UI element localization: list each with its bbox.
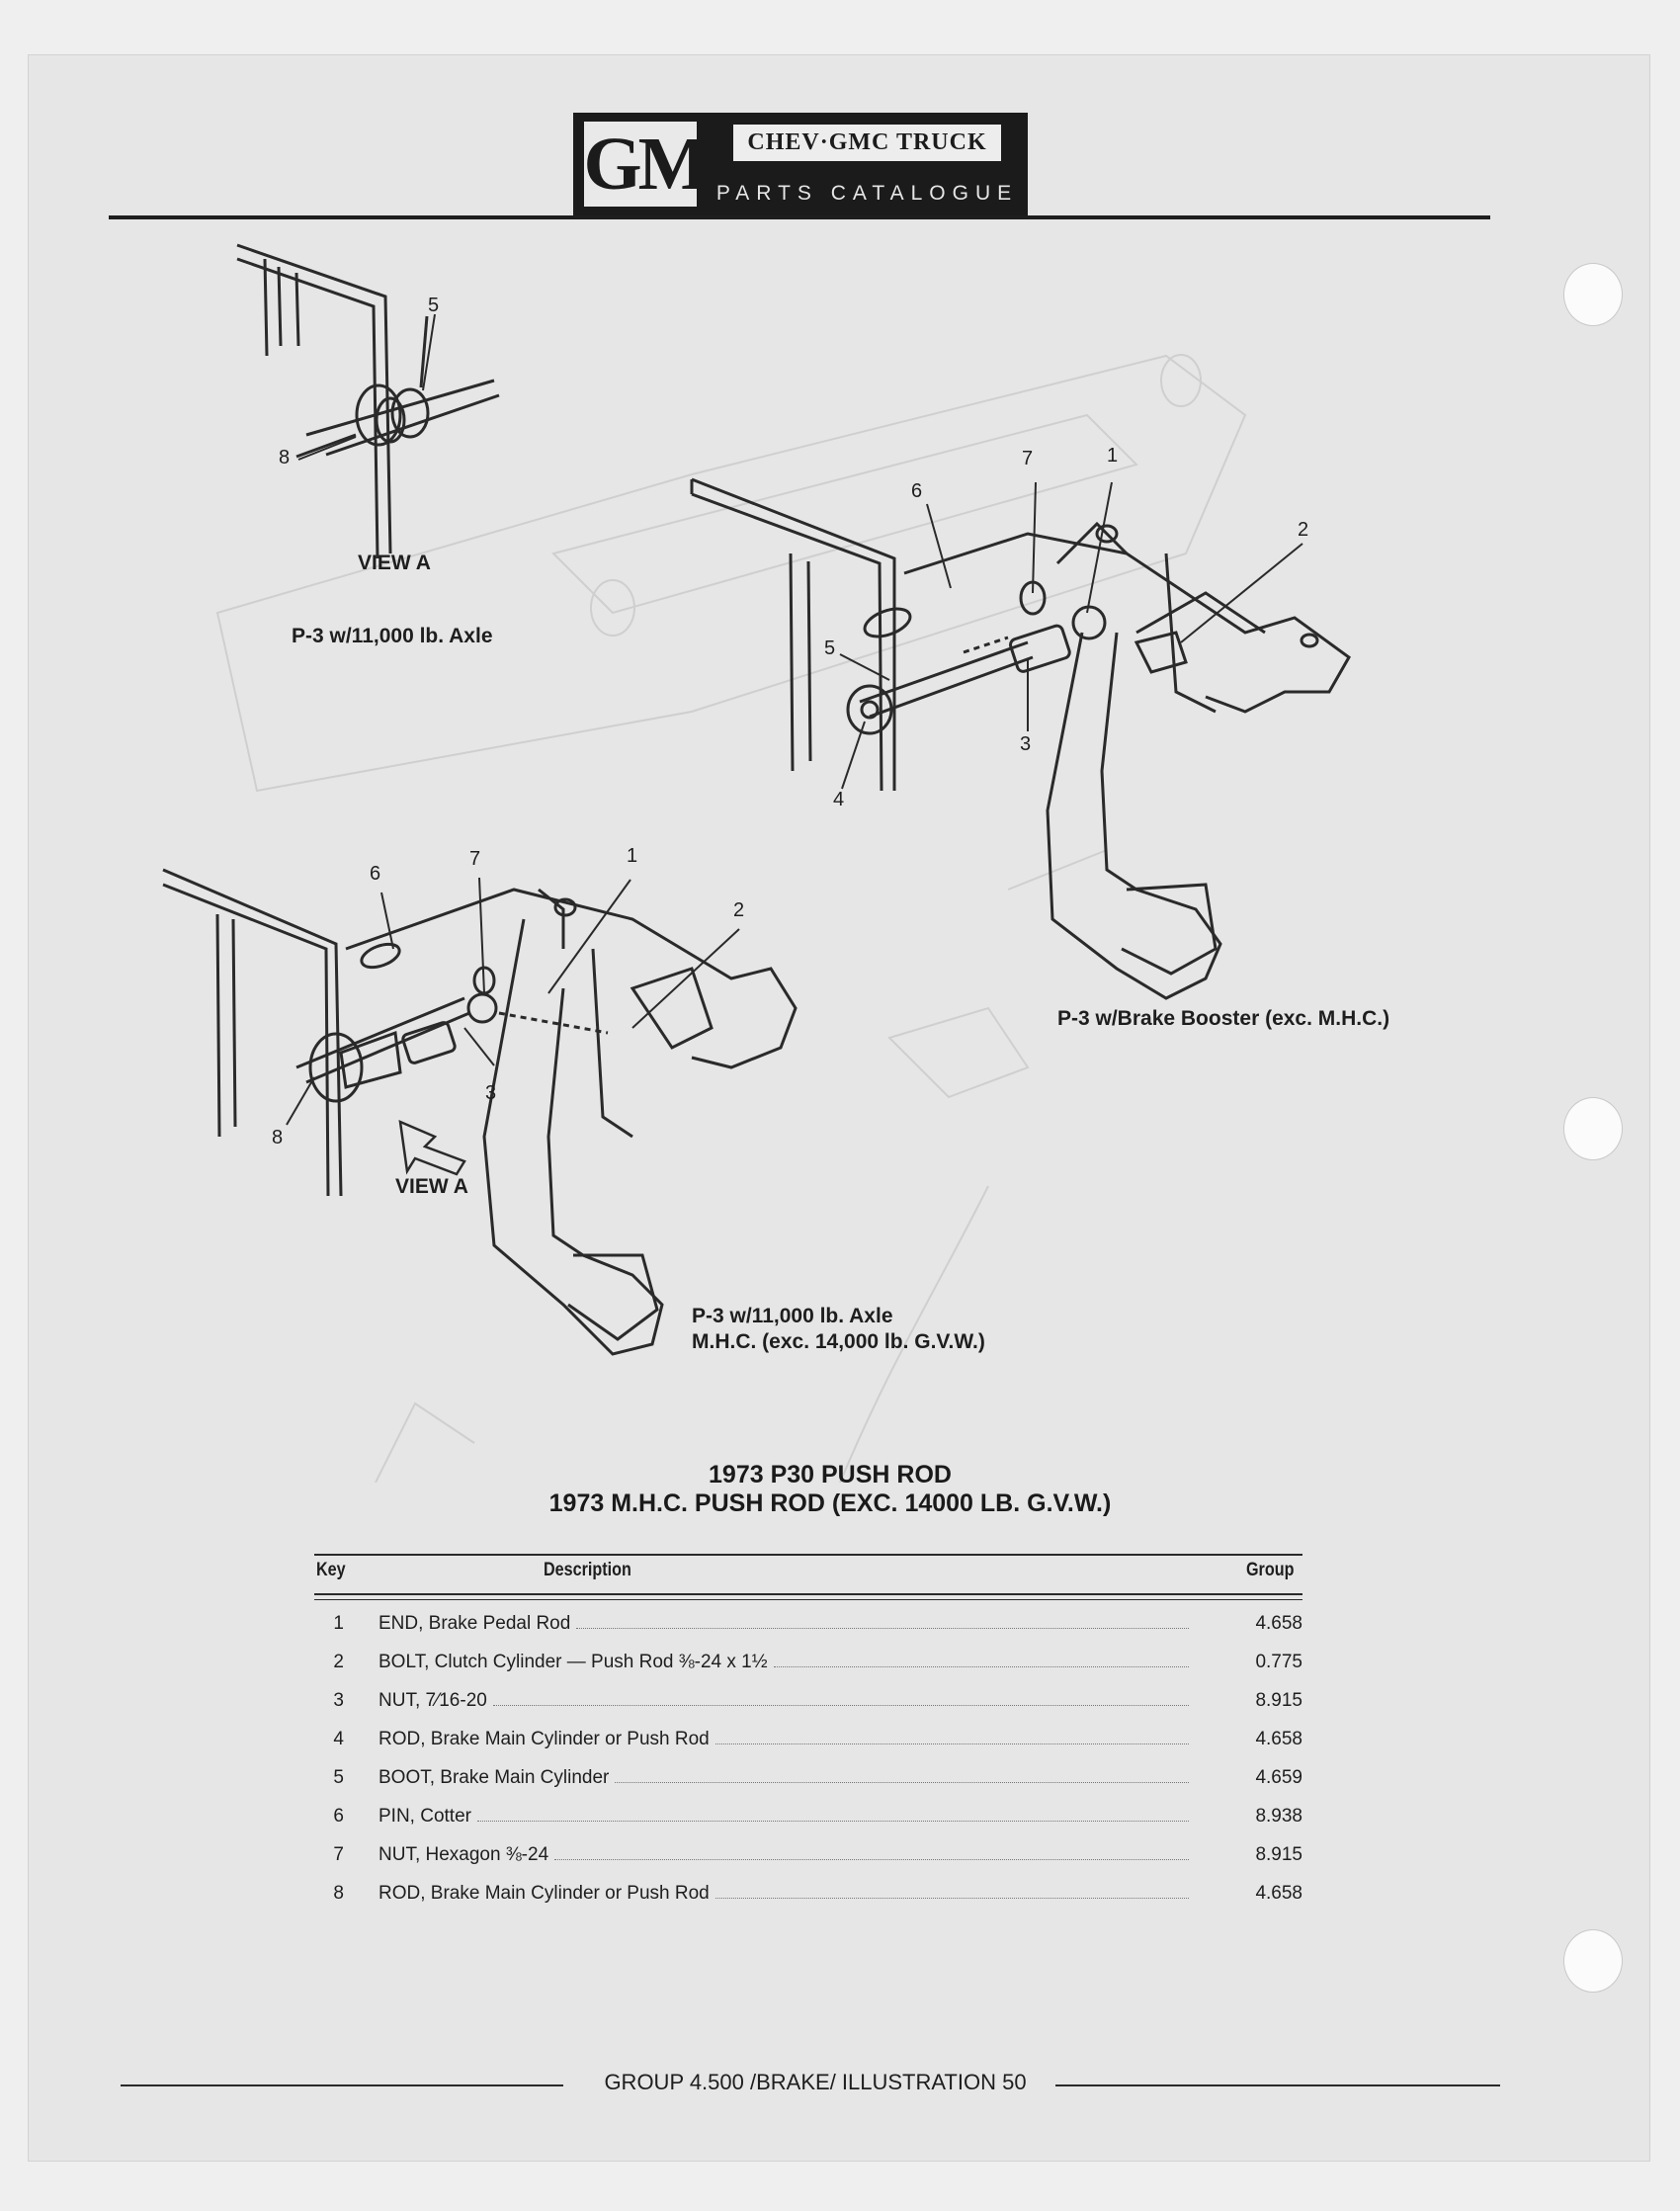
row-group: 4.658 xyxy=(1255,1729,1302,1749)
row-group: 4.659 xyxy=(1255,1767,1302,1788)
row-description: NUT, Hexagon ⅜-24 xyxy=(378,1844,549,1865)
row-key: 6 xyxy=(333,1806,344,1827)
leader-dots xyxy=(477,1820,1189,1822)
view-a-top-drawing xyxy=(237,245,499,558)
binder-hole-bottom xyxy=(1563,1929,1623,1993)
table-row xyxy=(314,1883,1302,1913)
table-header-rule xyxy=(314,1593,1302,1595)
leader-dots xyxy=(615,1781,1189,1783)
gm-logo-text: GM xyxy=(583,123,706,206)
view-a-top-label: VIEW A xyxy=(358,552,431,574)
row-key: 1 xyxy=(333,1613,344,1634)
callout-number: 5 xyxy=(824,638,836,659)
table-row xyxy=(314,1729,1302,1758)
page-title-line2: 1973 M.H.C. PUSH ROD (EXC. 14000 LB. G.V.W.) xyxy=(548,1489,1112,1517)
brand-line: CHEV·GMC TRUCK xyxy=(733,125,1000,161)
callout-number: 2 xyxy=(1298,519,1309,541)
table-row xyxy=(314,1690,1302,1720)
callout-number: 8 xyxy=(279,447,291,468)
callout-number: 3 xyxy=(485,1082,497,1104)
callout-number: 6 xyxy=(370,863,381,885)
table-row xyxy=(314,1806,1302,1835)
row-description: BOOT, Brake Main Cylinder xyxy=(378,1767,610,1788)
lower-caption-line2: M.H.C. (exc. 14,000 lb. G.V.W.) xyxy=(692,1330,985,1353)
row-description: ROD, Brake Main Cylinder or Push Rod xyxy=(378,1883,710,1904)
table-row xyxy=(314,1844,1302,1874)
row-description: ROD, Brake Main Cylinder or Push Rod xyxy=(378,1729,710,1749)
callout-number: 7 xyxy=(1022,448,1034,469)
footer-rule-right xyxy=(1055,2084,1500,2086)
callout-number: 3 xyxy=(1020,733,1032,755)
leader-dots xyxy=(715,1897,1189,1899)
leader-dots xyxy=(715,1743,1189,1744)
row-key: 8 xyxy=(333,1883,344,1904)
lower-caption-line1: P-3 w/11,000 lb. Axle xyxy=(692,1305,893,1327)
row-description: BOLT, Clutch Cylinder — Push Rod ⅜-24 x 1½ xyxy=(378,1652,768,1672)
row-key: 5 xyxy=(333,1767,344,1788)
catalogue-line: PARTS CATALOGUE xyxy=(707,172,1028,215)
leader-dots xyxy=(576,1627,1189,1629)
callout-leader-lines xyxy=(287,314,1302,1125)
callout-number: 8 xyxy=(272,1127,284,1148)
callout-number: 6 xyxy=(911,480,923,502)
row-group: 0.775 xyxy=(1255,1652,1302,1672)
row-description: END, Brake Pedal Rod xyxy=(378,1613,571,1634)
row-key: 2 xyxy=(333,1652,344,1672)
row-group: 4.658 xyxy=(1255,1883,1302,1904)
table-row xyxy=(314,1652,1302,1681)
row-key: 7 xyxy=(333,1844,344,1865)
callout-number: 1 xyxy=(627,845,638,867)
row-group: 8.915 xyxy=(1255,1690,1302,1711)
table-top-rule xyxy=(314,1554,1302,1556)
leader-dots xyxy=(774,1665,1189,1667)
header-description: Description xyxy=(544,1560,631,1580)
row-group: 4.658 xyxy=(1255,1613,1302,1634)
row-description: PIN, Cotter xyxy=(378,1806,471,1827)
view-a-top-caption: P-3 w/11,000 lb. Axle xyxy=(292,625,493,647)
table-header-rule-thin xyxy=(314,1599,1302,1600)
callout-number: 2 xyxy=(733,899,745,921)
row-key: 3 xyxy=(333,1690,344,1711)
callout-number: 4 xyxy=(833,789,845,810)
callout-number: 5 xyxy=(428,295,440,316)
table-row xyxy=(314,1767,1302,1797)
page-title-line1: 1973 P30 PUSH ROD xyxy=(709,1461,952,1488)
leader-dots xyxy=(493,1704,1189,1706)
mhc-pedal-drawing xyxy=(163,870,796,1354)
booster-caption: P-3 w/Brake Booster (exc. M.H.C.) xyxy=(1057,1007,1390,1030)
row-key: 4 xyxy=(333,1729,344,1749)
callout-number: 1 xyxy=(1107,445,1119,467)
row-group: 8.938 xyxy=(1255,1806,1302,1827)
table-row xyxy=(314,1613,1302,1643)
leader-dots xyxy=(554,1858,1189,1860)
callout-number: 7 xyxy=(469,848,481,870)
view-a-arrow-label: VIEW A xyxy=(395,1175,468,1198)
header-key: Key xyxy=(316,1560,346,1580)
header-group: Group xyxy=(1246,1560,1295,1580)
footer-caption: GROUP 4.500 /BRAKE/ ILLUSTRATION 50 xyxy=(604,2070,1027,2094)
footer-rule-left xyxy=(121,2084,563,2086)
row-group: 8.915 xyxy=(1255,1844,1302,1865)
row-description: NUT, 7⁄16-20 xyxy=(378,1690,487,1711)
